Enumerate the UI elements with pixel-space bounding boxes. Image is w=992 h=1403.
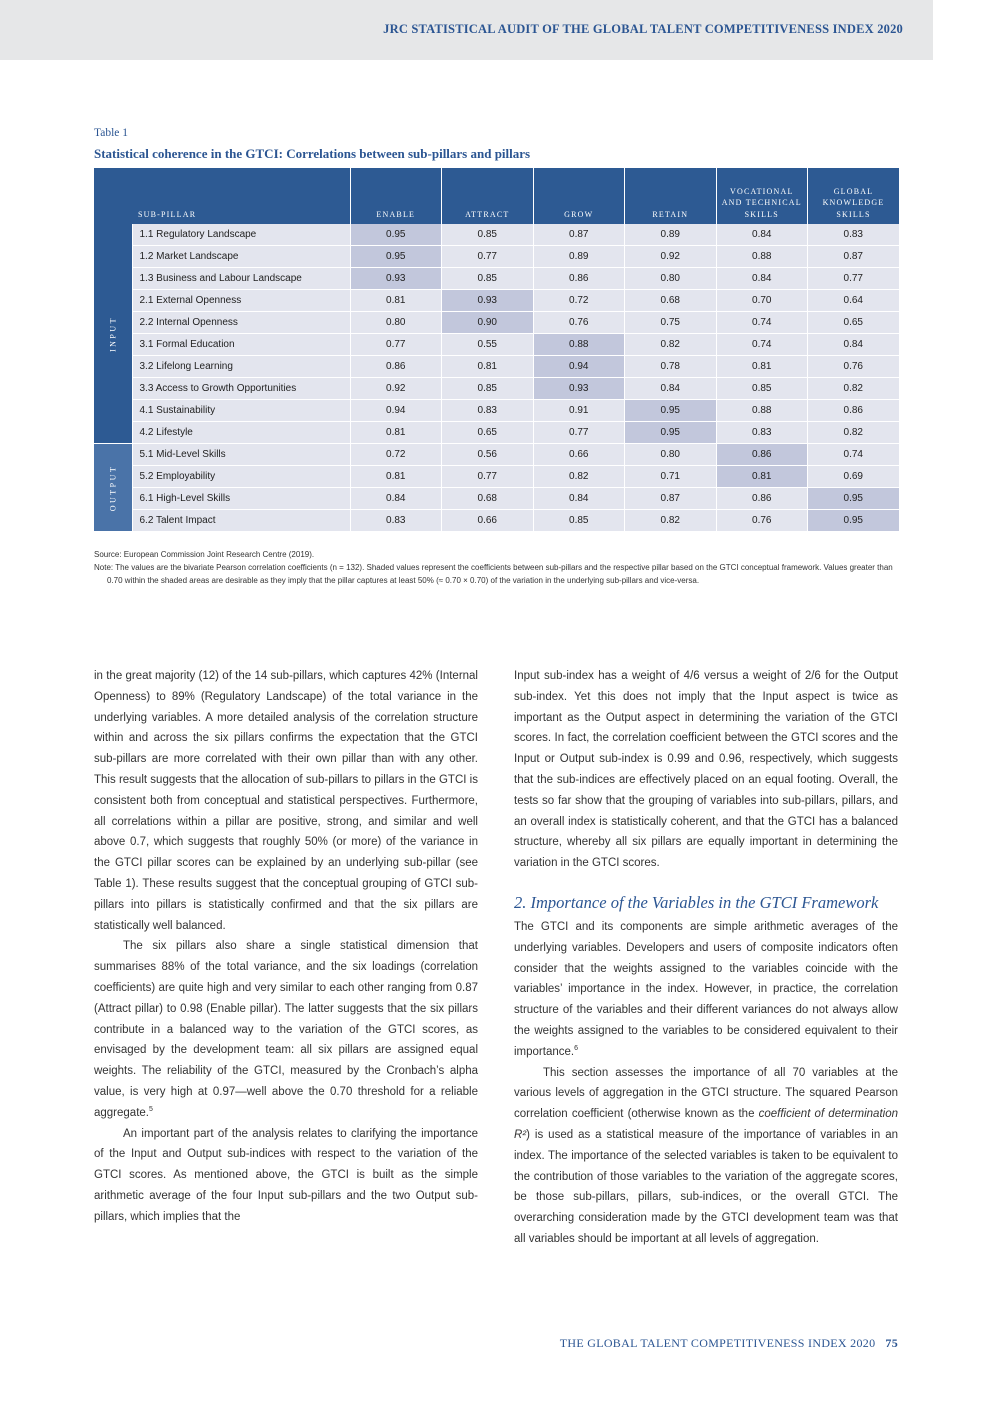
table-row <box>94 488 899 510</box>
cell-enable: 0.80 <box>350 312 442 334</box>
cell-retain: 0.71 <box>625 466 717 488</box>
column-header-sub-pillar: SUB-PILLAR <box>94 168 350 224</box>
cell-enable: 0.83 <box>350 510 442 532</box>
group-output <box>94 444 132 532</box>
table-header-row <box>94 168 899 224</box>
cell-vocational: 0.84 <box>716 268 808 290</box>
cell-enable: 0.92 <box>350 378 442 400</box>
column-header-retain: RETAIN <box>625 168 717 224</box>
cell-vocational: 0.84 <box>716 224 808 246</box>
cell-global-knowledge: 0.64 <box>808 290 900 312</box>
cell-retain: 0.87 <box>625 488 717 510</box>
cell-grow: 0.87 <box>533 224 625 246</box>
table-row <box>94 290 899 312</box>
column-header-enable: ENABLE <box>350 168 442 224</box>
column-header-grow: GROW <box>533 168 625 224</box>
section-heading: 2. Importance of the Variables in the GTCI Framework <box>514 892 879 912</box>
cell-global-knowledge: 0.82 <box>808 422 900 444</box>
table-row <box>94 246 899 268</box>
sub-pillar-name: 5.2 Employability <box>132 466 350 488</box>
paragraph: This section assesses the importance of all 70 variables at the various levels of aggregation in the GTCI structure. The squared Pearson correlation coefficient (otherwise known as the coefficient of determination R²) is used as a statistical measure of the importance of variables in an index. The importance of the selected variables is taken to be equivalent to the contribution of those variables to the variation of the aggregate scores, be those sub-pillars, pillars, sub-indices, or the overall GTCI. The overarching consideration made by the GTCI development team was that all variables should be important at all levels of aggregation. <box>514 1066 898 1245</box>
column-header-vocational-technical-skills: VOCATIONAL AND TECHNICAL SKILLS <box>716 168 808 224</box>
cell-global-knowledge: 0.83 <box>808 224 900 246</box>
cell-global-knowledge: 0.95 <box>808 510 900 532</box>
cell-retain: 0.92 <box>625 246 717 268</box>
cell-enable: 0.95 <box>350 224 442 246</box>
body-column-left <box>94 666 478 1228</box>
cell-attract: 0.77 <box>442 246 534 268</box>
cell-attract: 0.90 <box>442 312 534 334</box>
cell-global-knowledge: 0.87 <box>808 246 900 268</box>
cell-attract: 0.85 <box>442 224 534 246</box>
cell-grow: 0.85 <box>533 510 625 532</box>
cell-global-knowledge: 0.65 <box>808 312 900 334</box>
sub-pillar-name: 5.1 Mid-Level Skills <box>132 444 350 466</box>
sub-pillar-name: 4.1 Sustainability <box>132 400 350 422</box>
sub-pillar-name: 2.2 Internal Openness <box>132 312 350 334</box>
table-label: Table 1 <box>94 127 129 139</box>
cell-grow: 0.77 <box>533 422 625 444</box>
sub-pillar-name: 4.2 Lifestyle <box>132 422 350 444</box>
cell-grow: 0.86 <box>533 268 625 290</box>
table-row <box>94 466 899 488</box>
group-label: OUTPUT <box>108 464 118 511</box>
page-footer <box>560 1336 898 1351</box>
table-row <box>94 444 899 466</box>
cell-global-knowledge: 0.86 <box>808 400 900 422</box>
sub-pillar-name: 3.1 Formal Education <box>132 334 350 356</box>
cell-retain: 0.95 <box>625 422 717 444</box>
table-note: Note: The values are the bivariate Pearson correlation coefficients (n = 132). Shaded values represent the coefficients between sub-pillars and the respective pillar based on the GTCI conceptual framework. Values greater than 0.70 within the shaded areas are desirable as they imply that the pillar captures at least 50% (≈ 0.70 × 0.70) of the variation in the underlying sub-pillars and vice-versa. <box>94 563 893 585</box>
running-header <box>0 0 933 60</box>
cell-grow: 0.66 <box>533 444 625 466</box>
cell-vocational: 0.86 <box>716 488 808 510</box>
table-row <box>94 224 899 246</box>
paragraph: in the great majority (12) of the 14 sub-pillars, which captures 42% (Internal Openness) to 89% (Regulatory Landscape) of the total variance in the underlying variables. A more detailed analysis of the correlation structure within and across the six pillars confirms the expectation that the GTCI sub-pillars are more correlated with their own pillar than with any other. This result suggests that the allocation of sub-pillars to pillars in the GTCI is consistent both from conceptual and statistical perspectives. Furthermore, all correlations within a pillar are positive, strong, and similar and well above 0.7, which suggests that roughly 50% (or more) of the variance in the GTCI pillar scores can be explained by an underlying sub-pillar (see Table 1). These results suggest that the conceptual grouping of GTCI sub-pillars into pillars is statistically confirmed and that the six pillars are statistically well balanced. <box>94 670 478 932</box>
body-column-right <box>514 666 898 1250</box>
cell-enable: 0.93 <box>350 268 442 290</box>
cell-retain: 0.68 <box>625 290 717 312</box>
cell-enable: 0.81 <box>350 290 442 312</box>
sub-pillar-name: 1.1 Regulatory Landscape <box>132 224 350 246</box>
cell-attract: 0.65 <box>442 422 534 444</box>
cell-vocational: 0.86 <box>716 444 808 466</box>
cell-enable: 0.77 <box>350 334 442 356</box>
sub-pillar-name: 6.1 High-Level Skills <box>132 488 350 510</box>
cell-vocational: 0.81 <box>716 356 808 378</box>
cell-attract: 0.66 <box>442 510 534 532</box>
table-title: Statistical coherence in the GTCI: Correlations between sub-pillars and pillars <box>94 146 531 161</box>
cell-vocational: 0.74 <box>716 312 808 334</box>
paragraph: An important part of the analysis relates to clarifying the importance of the Input and Output sub-indices with respect to the variation of the GTCI scores. As mentioned above, the GTCI is built as the simple arithmetic average of the four Input sub-pillars and the two Output sub-pillars, which implies that the <box>94 1127 478 1223</box>
paragraph: The GTCI and its components are simple arithmetic averages of the underlying variables. Developers and users of composite indicators often consider that the weights assigned to the variables coincide with the variables’ importance in the index. However, in practice, the correlation structure of the variables and their different variances do not always allow the weights assigned to the variables to be considered equivalent to their importance.$^6$ <box>514 920 898 1058</box>
footnote-ref: 6 <box>574 1044 578 1052</box>
column-header-global-knowledge-skills: GLOBAL KNOWLEDGE SKILLS <box>808 168 900 224</box>
table-notes <box>94 548 894 587</box>
cell-global-knowledge: 0.82 <box>808 378 900 400</box>
cell-attract: 0.83 <box>442 400 534 422</box>
cell-enable: 0.86 <box>350 356 442 378</box>
group-input <box>94 224 132 444</box>
table-body <box>94 224 899 532</box>
cell-attract: 0.85 <box>442 378 534 400</box>
table-source: Source: European Commission Joint Research Centre (2019). <box>94 550 315 559</box>
cell-global-knowledge: 0.84 <box>808 334 900 356</box>
table-row <box>94 422 899 444</box>
cell-global-knowledge: 0.77 <box>808 268 900 290</box>
footer-title: THE GLOBAL TALENT COMPETITIVENESS INDEX 2020 <box>559 1336 876 1350</box>
cell-vocational: 0.88 <box>716 246 808 268</box>
sub-pillar-name: 3.2 Lifelong Learning <box>132 356 350 378</box>
cell-retain: 0.84 <box>625 378 717 400</box>
table-row <box>94 356 899 378</box>
cell-enable: 0.94 <box>350 400 442 422</box>
cell-retain: 0.95 <box>625 400 717 422</box>
table-row <box>94 268 899 290</box>
paragraph: The six pillars also share a single statistical dimension that summarises 88% of the total variance, and the six loadings (correlation coefficients) are quite high and very similar to each other ranging from 0.87 (Attract pillar) to 0.98 (Enable pillar). The latter suggests that the six pillars contribute in a balanced way to the variation of the GTCI scores, as envisaged by the development team: all six pillars are assigned equal weights. The reliability of the GTCI, measured by the Cronbach’s alpha value, is very high at 0.97—well above the 0.70 threshold for a reliable aggregate.$^5$ <box>94 940 478 1119</box>
cell-attract: 0.81 <box>442 356 534 378</box>
running-title: JRC STATISTICAL AUDIT OF THE GLOBAL TALENT COMPETITIVENESS INDEX 2020 <box>383 22 903 36</box>
cell-global-knowledge: 0.95 <box>808 488 900 510</box>
footnote-ref: 5 <box>149 1105 153 1113</box>
cell-grow: 0.84 <box>533 488 625 510</box>
cell-global-knowledge: 0.74 <box>808 444 900 466</box>
cell-vocational: 0.88 <box>716 400 808 422</box>
paragraph: Input sub-index has a weight of 4/6 versus a weight of 2/6 for the Output sub-index. Yet this does not imply that the Input aspect is twice as important as the Output aspect in determining the variation of the GTCI scores. In fact, the correlation coefficient between the GTCI scores and the Input or Output sub-index is 0.99 and 0.96, respectively, which suggests that the sub-indices are effectively placed on an equal footing. Overall, the tests so far show that the grouping of variables into sub-pillars, pillars, and an overall index is statistically coherent, and that the GTCI has a balanced structure, whereby all six pillars are equally important in determining the variation in the GTCI scores. <box>514 670 898 870</box>
cell-vocational: 0.76 <box>716 510 808 532</box>
cell-global-knowledge: 0.69 <box>808 466 900 488</box>
cell-attract: 0.56 <box>442 444 534 466</box>
cell-retain: 0.80 <box>625 444 717 466</box>
cell-retain: 0.80 <box>625 268 717 290</box>
table-row <box>94 378 899 400</box>
cell-attract: 0.55 <box>442 334 534 356</box>
sub-pillar-name: 6.2 Talent Impact <box>132 510 350 532</box>
table-row <box>94 312 899 334</box>
cell-retain: 0.82 <box>625 510 717 532</box>
cell-attract: 0.68 <box>442 488 534 510</box>
table-row <box>94 334 899 356</box>
cell-grow: 0.88 <box>533 334 625 356</box>
cell-vocational: 0.81 <box>716 466 808 488</box>
cell-enable: 0.81 <box>350 466 442 488</box>
cell-attract: 0.77 <box>442 466 534 488</box>
cell-grow: 0.89 <box>533 246 625 268</box>
group-label: INPUT <box>108 315 118 352</box>
table-row <box>94 400 899 422</box>
cell-grow: 0.82 <box>533 466 625 488</box>
cell-grow: 0.72 <box>533 290 625 312</box>
correlation-table <box>94 168 900 532</box>
cell-attract: 0.85 <box>442 268 534 290</box>
cell-vocational: 0.83 <box>716 422 808 444</box>
cell-grow: 0.94 <box>533 356 625 378</box>
sub-pillar-name: 2.1 External Openness <box>132 290 350 312</box>
cell-enable: 0.72 <box>350 444 442 466</box>
sub-pillar-name: 1.2 Market Landscape <box>132 246 350 268</box>
cell-vocational: 0.85 <box>716 378 808 400</box>
cell-enable: 0.81 <box>350 422 442 444</box>
sub-pillar-name: 1.3 Business and Labour Landscape <box>132 268 350 290</box>
cell-enable: 0.95 <box>350 246 442 268</box>
page-number: 75 <box>885 1336 898 1350</box>
column-header-attract: ATTRACT <box>442 168 534 224</box>
cell-grow: 0.93 <box>533 378 625 400</box>
cell-retain: 0.75 <box>625 312 717 334</box>
cell-retain: 0.78 <box>625 356 717 378</box>
cell-vocational: 0.74 <box>716 334 808 356</box>
cell-retain: 0.82 <box>625 334 717 356</box>
cell-retain: 0.89 <box>625 224 717 246</box>
cell-grow: 0.91 <box>533 400 625 422</box>
table-row <box>94 510 899 532</box>
cell-grow: 0.76 <box>533 312 625 334</box>
cell-global-knowledge: 0.76 <box>808 356 900 378</box>
cell-vocational: 0.70 <box>716 290 808 312</box>
cell-enable: 0.84 <box>350 488 442 510</box>
cell-attract: 0.93 <box>442 290 534 312</box>
sub-pillar-name: 3.3 Access to Growth Opportunities <box>132 378 350 400</box>
